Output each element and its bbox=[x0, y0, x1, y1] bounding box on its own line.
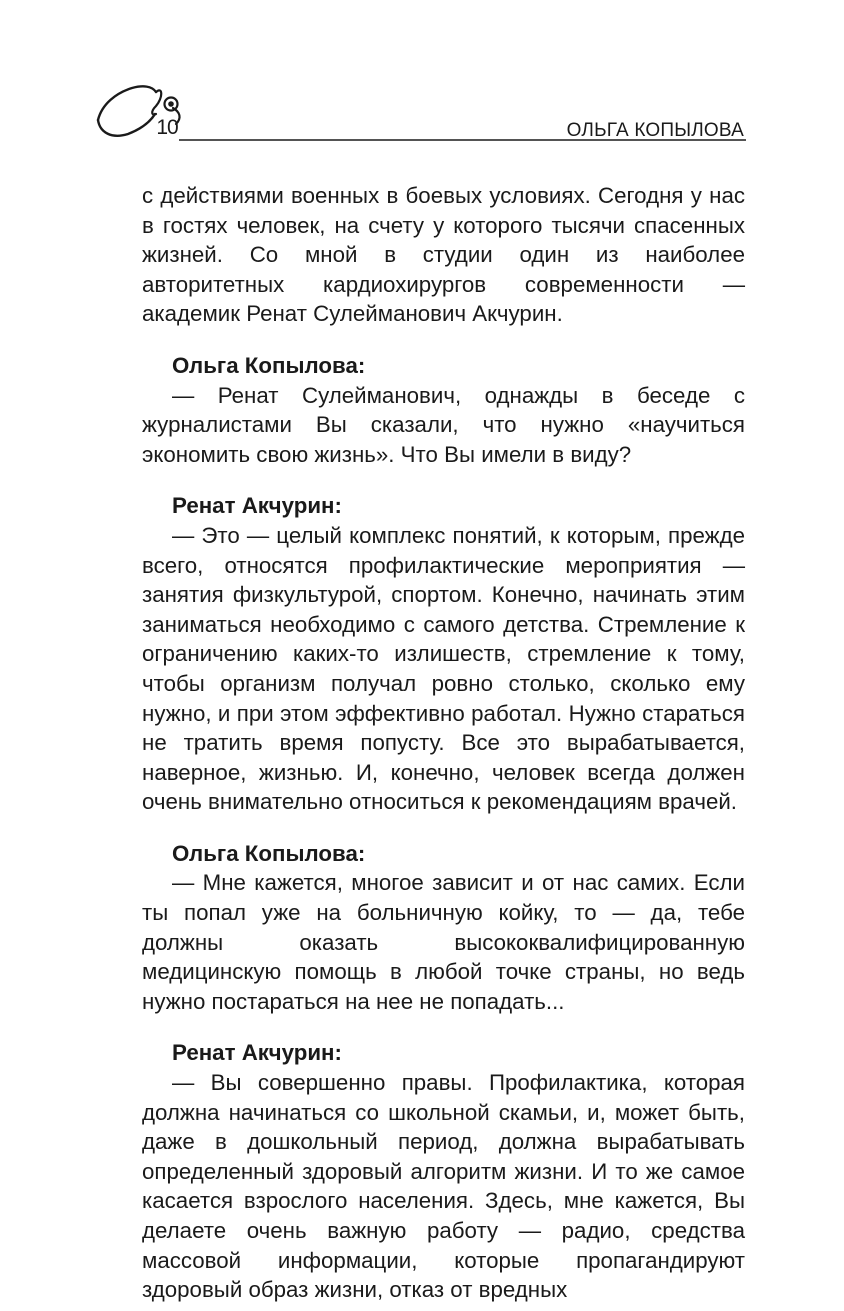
speaker-label: Ренат Акчурин: bbox=[172, 493, 342, 519]
dialogue-paragraph: — Ренат Сулейманович, однажды в беседе с журналистами Вы сказали, что нужно «научиться экономить свою жизнь». Что Вы имели в виду? bbox=[142, 382, 745, 467]
dialogue-paragraph: — Мне кажется, многое зависит и от нас самих. Если ты попал уже на больничную койку, то — да, тебе должны оказать высококвалифицированную медицинскую помощь в любой точке страны, но ведь нужно постараться на нее не попадать... bbox=[142, 870, 745, 1014]
speaker-label: Ренат Акчурин: bbox=[172, 1040, 342, 1066]
page-header bbox=[0, 0, 844, 160]
speaker-label: Ольга Копылова: bbox=[172, 840, 366, 866]
dialogue-paragraph: — Это — целый комплекс понятий, к которым, прежде всего, относятся профилактические мероприятия — занятия физкультурой, спортом. Конечно, начинать этим заниматься необходимо с самого детства. Стремление к ограничению каких-то излишеств, стремление к тому, чтобы организм получал ровно столько, сколько ему нужно, и при этом эффективно работал. Нужно стараться не тратить время попусту. Все это вырабатывается, наверное, жизнью. И, конечно, человек всегда должен очень внимательно относиться к рекомендациям врачей. bbox=[142, 522, 745, 815]
speaker-label: Ольга Копылова: bbox=[172, 352, 366, 378]
intro-paragraph: с действиями военных в боевых условиях. Сегодня у нас в гостях человек, на счету у которого тысячи спасенных жизней. Со мной в студии один из наиболее авторитетных кардиохирургов современности — академик Ренат Сулейманович Акчурин. bbox=[142, 183, 745, 327]
page-body bbox=[142, 181, 745, 1305]
running-head: ОЛЬГА КОПЫЛОВА bbox=[566, 120, 744, 141]
page-number: 10 bbox=[156, 116, 178, 139]
dialogue-paragraph: — Вы совершенно правы. Профилактика, которая должна начинаться со школьной скамьи, и, может быть, даже в дошкольный период, должна вырабатывать определенный здоровый алгоритм жизни. И то же самое касается взрослого населения. Здесь, мне кажется, Вы делаете очень важную работу — радио, средства массовой информации, которые пропагандируют здоровый образ жизни, отказ от вредных bbox=[142, 1070, 745, 1303]
